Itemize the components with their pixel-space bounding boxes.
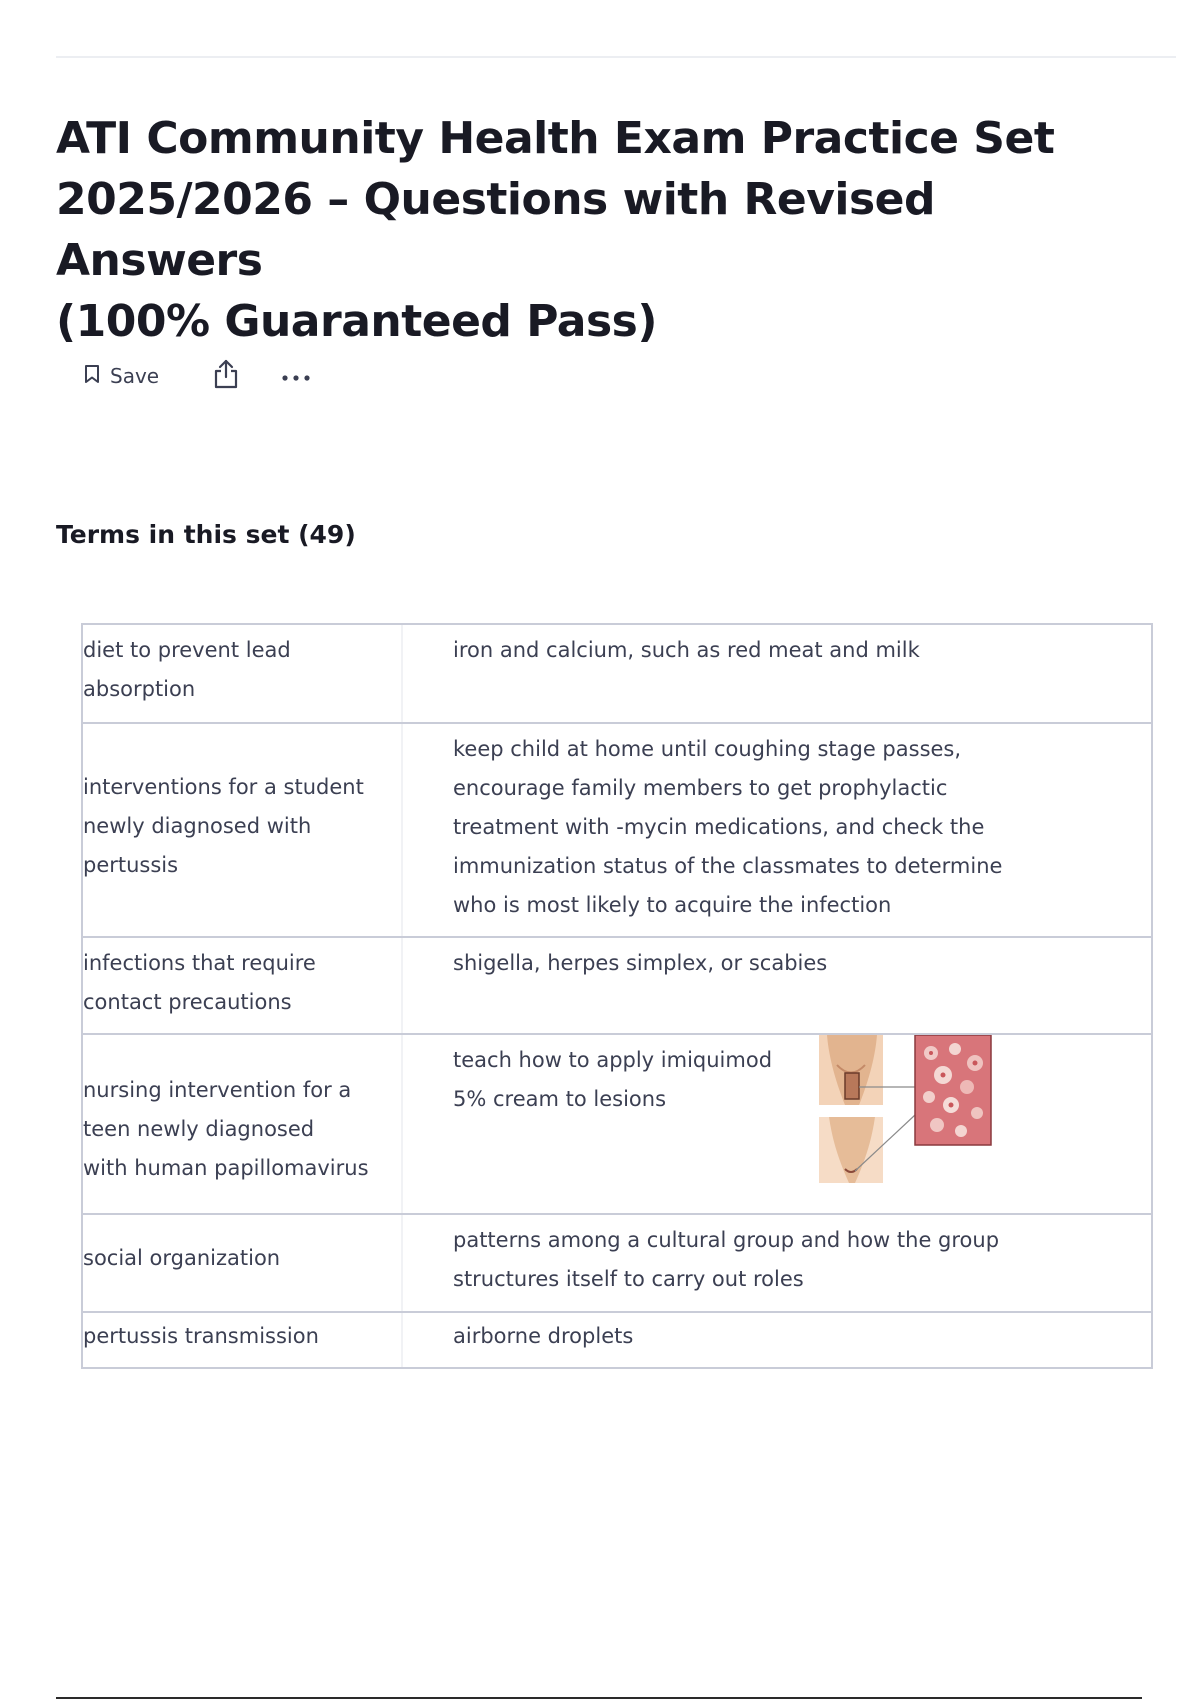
terms-table bbox=[81, 623, 1153, 1369]
bookmark-icon bbox=[84, 364, 100, 388]
definition-cell bbox=[403, 1313, 1151, 1367]
page-title-line-3: (100% Guaranteed Pass) bbox=[56, 296, 657, 347]
term-cell bbox=[83, 1035, 403, 1213]
bottom-divider bbox=[56, 1697, 1142, 1699]
definition-line: encourage family members to get prophylactic bbox=[453, 776, 948, 800]
definition-line: airborne droplets bbox=[453, 1324, 634, 1348]
definition-line: structures itself to carry out roles bbox=[453, 1267, 804, 1291]
term-line: with human papillomavirus bbox=[83, 1156, 369, 1180]
page-title bbox=[56, 108, 1156, 352]
term-cell bbox=[83, 1313, 403, 1367]
term-row[interactable] bbox=[83, 625, 1151, 722]
page-title-line-2: 2025/2026 – Questions with Revised Answers bbox=[56, 174, 935, 286]
share-icon bbox=[213, 359, 239, 393]
definition-cell bbox=[403, 938, 1151, 1033]
term-cell bbox=[83, 625, 403, 722]
term-line: teen newly diagnosed bbox=[83, 1117, 315, 1141]
save-button[interactable] bbox=[84, 364, 159, 388]
definition-cell bbox=[403, 625, 1151, 722]
term-line: social organization bbox=[83, 1246, 281, 1270]
definition-line: who is most likely to acquire the infection bbox=[453, 893, 892, 917]
definition-line: teach how to apply imiquimod bbox=[453, 1048, 773, 1072]
definition-text bbox=[453, 1041, 793, 1119]
definition-line: immunization status of the classmates to determine bbox=[453, 854, 1003, 878]
term-line: absorption bbox=[83, 677, 196, 701]
page-title-line-1: ATI Community Health Exam Practice Set bbox=[56, 113, 1055, 164]
definition-cell bbox=[403, 1035, 1151, 1213]
term-cell bbox=[83, 1215, 403, 1311]
terms-section-heading: Terms in this set (49) bbox=[56, 520, 356, 549]
definition-line: shigella, herpes simplex, or scabies bbox=[453, 951, 828, 975]
term-row[interactable] bbox=[83, 936, 1151, 1033]
more-horizontal-icon bbox=[281, 367, 311, 386]
definition-line: iron and calcium, such as red meat and milk bbox=[453, 638, 920, 662]
definition-line: patterns among a cultural group and how the group bbox=[453, 1228, 1000, 1252]
share-button[interactable] bbox=[213, 359, 239, 393]
term-line: infections that require bbox=[83, 951, 316, 975]
definition-line: keep child at home until coughing stage passes, bbox=[453, 737, 962, 761]
more-options-button[interactable] bbox=[281, 367, 311, 386]
definition-cell bbox=[403, 724, 1151, 936]
term-row[interactable] bbox=[83, 1213, 1151, 1311]
term-line: pertussis transmission bbox=[83, 1324, 319, 1348]
top-divider bbox=[56, 56, 1176, 58]
term-row[interactable] bbox=[83, 722, 1151, 936]
definition-line: treatment with -mycin medications, and check the bbox=[453, 815, 985, 839]
term-row[interactable] bbox=[83, 1311, 1151, 1367]
set-actions-toolbar bbox=[84, 358, 311, 394]
term-row[interactable] bbox=[83, 1033, 1151, 1213]
term-line: diet to prevent lead bbox=[83, 638, 291, 662]
term-line: newly diagnosed with bbox=[83, 814, 312, 838]
term-cell bbox=[83, 938, 403, 1033]
term-cell bbox=[83, 724, 403, 936]
definition-cell bbox=[403, 1215, 1151, 1311]
term-line: contact precautions bbox=[83, 990, 292, 1014]
hpv-lesion-illustration[interactable] bbox=[819, 1035, 999, 1185]
save-button-label: Save bbox=[110, 364, 160, 388]
term-line: pertussis bbox=[83, 853, 179, 877]
definition-line: 5% cream to lesions bbox=[453, 1087, 667, 1111]
term-line: nursing intervention for a bbox=[83, 1078, 352, 1102]
term-line: interventions for a student bbox=[83, 775, 364, 799]
